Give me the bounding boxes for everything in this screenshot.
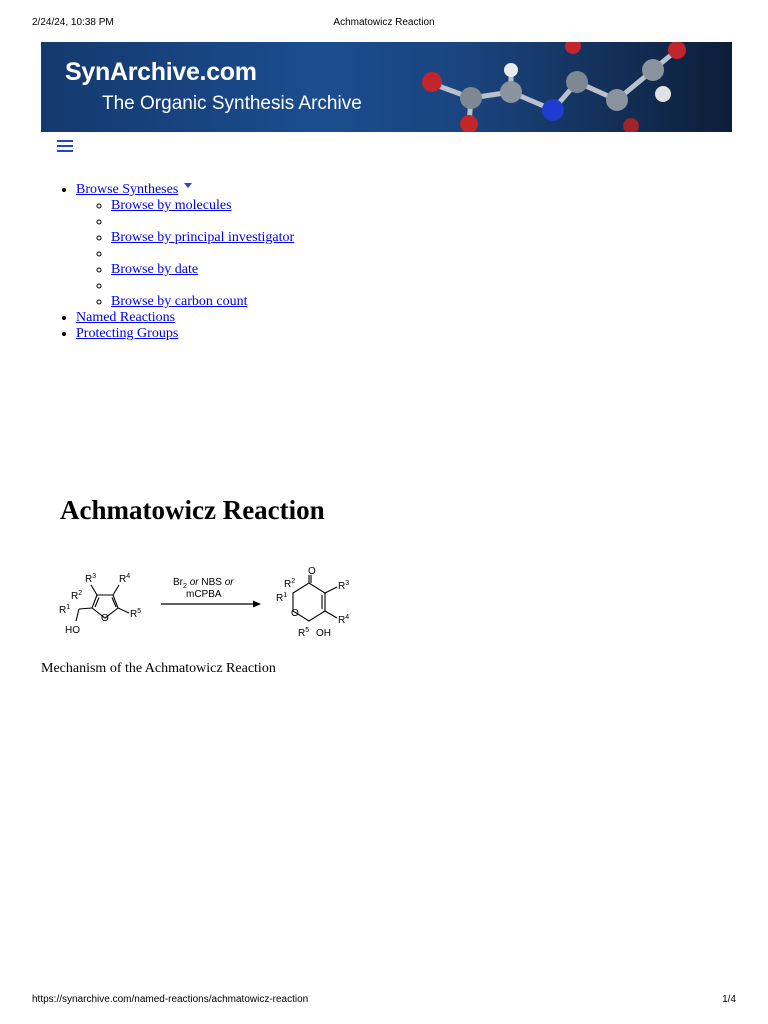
reagents-line-1: $Br_2$ or NBS or [173, 577, 234, 590]
carbon-atom [500, 81, 522, 103]
submenu-spacer [111, 246, 294, 262]
main-nav [36, 182, 294, 342]
ho-label: HO [65, 625, 80, 636]
protecting-groups-link[interactable]: Protecting Groups [76, 326, 179, 341]
prod-r2-label: $R^2$ [284, 578, 296, 590]
arrowhead-icon [253, 601, 261, 608]
hydrogen-atom [504, 63, 518, 77]
oxygen-atom [565, 42, 581, 54]
carbon-atom [642, 59, 664, 81]
submenu-item [111, 262, 294, 278]
print-page-count: 1/4 [722, 994, 736, 1005]
menu-toggle-icon[interactable] [57, 140, 73, 152]
browse-by-date-link[interactable]: Browse by date [111, 262, 199, 277]
site-banner[interactable] [41, 42, 732, 132]
site-tagline: The Organic Synthesis Archive [102, 93, 362, 114]
ring-o-label: O [291, 608, 299, 619]
browse-by-pi-link[interactable]: Browse by principal investigator [111, 230, 295, 245]
molecule-illustration [41, 42, 732, 132]
oh-label: OH [316, 628, 331, 639]
browse-by-molecules-link[interactable]: Browse by molecules [111, 198, 232, 213]
prod-r5-label: $R^5$ [298, 627, 310, 639]
carbon-atom [566, 71, 588, 93]
r1-label: $R^1$ [59, 604, 71, 616]
prod-r4-label: $R^4$ [338, 614, 350, 626]
submenu-item [111, 198, 294, 214]
browse-by-carbon-count-link[interactable]: Browse by carbon count [111, 294, 248, 309]
oxygen-atom [623, 118, 639, 132]
r5-label: $R^5$ [130, 608, 142, 620]
print-date: 2/24/24, 10:38 PM [32, 17, 114, 28]
nav-item-browse-syntheses [76, 182, 294, 310]
reaction-scheme [55, 563, 365, 647]
mechanism-caption: Mechanism of the Achmatowicz Reaction [41, 661, 276, 676]
submenu-item [111, 294, 294, 310]
browse-submenu [76, 198, 294, 310]
carbon-atom [606, 89, 628, 111]
r3-label: $R^3$ [85, 573, 97, 585]
prod-r1-label: $R^1$ [276, 592, 288, 604]
site-logo[interactable]: SynArchive.com [65, 58, 257, 86]
named-reactions-link[interactable]: Named Reactions [76, 310, 176, 325]
nav-item-protecting-groups [76, 326, 294, 342]
oxygen-atom [460, 115, 478, 132]
ketone-o-label: O [308, 566, 316, 577]
print-header [0, 17, 768, 31]
nitrogen-atom [542, 99, 564, 121]
submenu-spacer [111, 214, 294, 230]
print-url: https://synarchive.com/named-reactions/achmatowicz-reaction [32, 994, 309, 1005]
carbon-atom [460, 87, 482, 109]
r2-label: $R^2$ [71, 590, 83, 602]
r4-label: $R^4$ [119, 573, 131, 585]
oxygen-atom [422, 72, 442, 92]
page-title: Achmatowicz Reaction [60, 495, 325, 525]
furan-o-label: O [101, 613, 109, 624]
print-title: Achmatowicz Reaction [333, 17, 435, 28]
dropdown-caret-icon[interactable] [184, 183, 192, 188]
prod-r3-label: $R^3$ [338, 580, 350, 592]
reagents-line-2: mCPBA [186, 589, 222, 600]
browse-syntheses-link[interactable]: Browse Syntheses [76, 182, 179, 197]
submenu-item [111, 230, 294, 246]
print-footer [0, 994, 768, 1008]
hydrogen-atom [655, 86, 671, 102]
nav-item-named-reactions [76, 310, 294, 326]
submenu-spacer [111, 278, 294, 294]
